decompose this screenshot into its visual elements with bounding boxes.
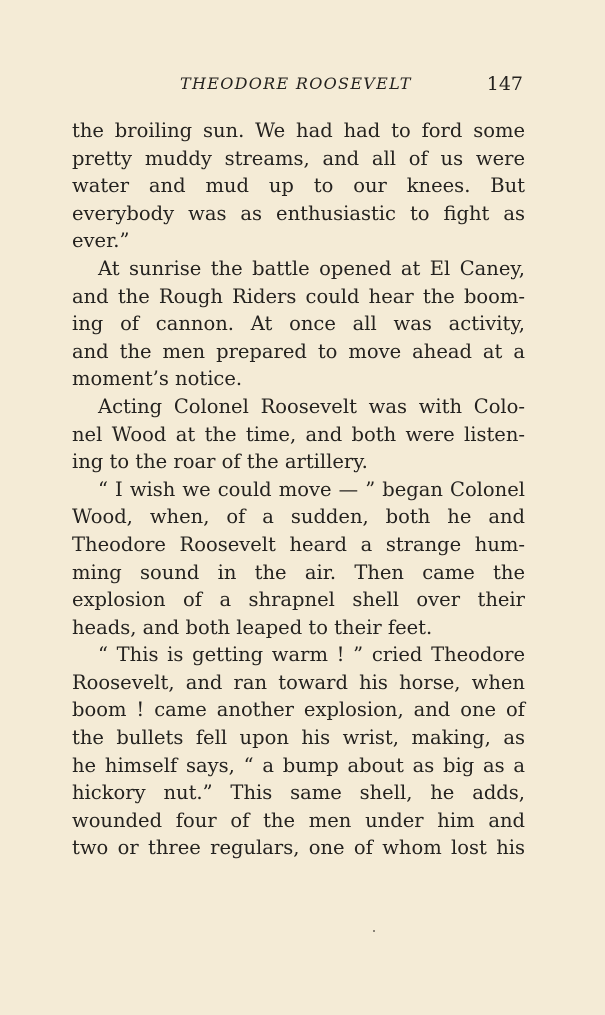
- text-line: nel Wood at the time, and both were listen-: [72, 422, 525, 446]
- text-line: everybody was as enthusiastic to fight as: [72, 201, 525, 225]
- text-line: Roosevelt, and ran toward his horse, when: [72, 670, 525, 694]
- text-line: wounded four of the men under him and: [72, 808, 525, 832]
- text-line: and the men prepared to move ahead at a: [72, 339, 525, 363]
- text-line: moment’s notice.: [72, 367, 243, 391]
- text-line: ing to the roar of the artillery.: [72, 450, 368, 474]
- text-line: the broiling sun. We had had to ford some: [72, 119, 525, 142]
- text-line: he himself says, “ a bump about as big as a: [72, 753, 525, 777]
- text-line: Wood, when, of a sudden, both he and: [72, 505, 525, 529]
- text-line: At sunrise the battle opened at El Caney,: [98, 256, 525, 280]
- paper-speck: [373, 930, 375, 932]
- running-title: THEODORE ROOSEVELT: [180, 74, 412, 93]
- text-line: ever.”: [72, 229, 130, 253]
- text-line: boom ! came another explosion, and one of: [72, 698, 525, 722]
- body-text: [72, 117, 525, 862]
- running-head: [0, 71, 605, 97]
- text-line: and the Rough Riders could hear the boom-: [72, 284, 525, 308]
- text-line: Theodore Roosevelt heard a strange hum-: [72, 532, 525, 556]
- text-line: explosion of a shrapnel shell over their: [72, 588, 525, 612]
- text-line: ming sound in the air. Then came the: [72, 560, 525, 584]
- text-line: hickory nut.” This same shell, he adds,: [72, 781, 525, 805]
- text-line: Acting Colonel Roosevelt was with Colo-: [98, 394, 525, 418]
- text-line: pretty muddy streams, and all of us were: [72, 146, 525, 170]
- text-line: two or three regulars, one of whom lost his: [72, 836, 525, 860]
- text-line: “ This is getting warm ! ” cried Theodore: [98, 643, 525, 667]
- page-number: 147: [486, 73, 523, 95]
- text-line: water and mud up to our knees. But: [72, 174, 525, 198]
- text-line: heads, and both leaped to their feet.: [72, 615, 433, 639]
- text-line: the bullets fell upon his wrist, making, as: [72, 726, 525, 750]
- text-line: “ I wish we could move — ” began Colonel: [98, 477, 525, 501]
- text-line: ing of cannon. At once all was activity,: [72, 312, 525, 336]
